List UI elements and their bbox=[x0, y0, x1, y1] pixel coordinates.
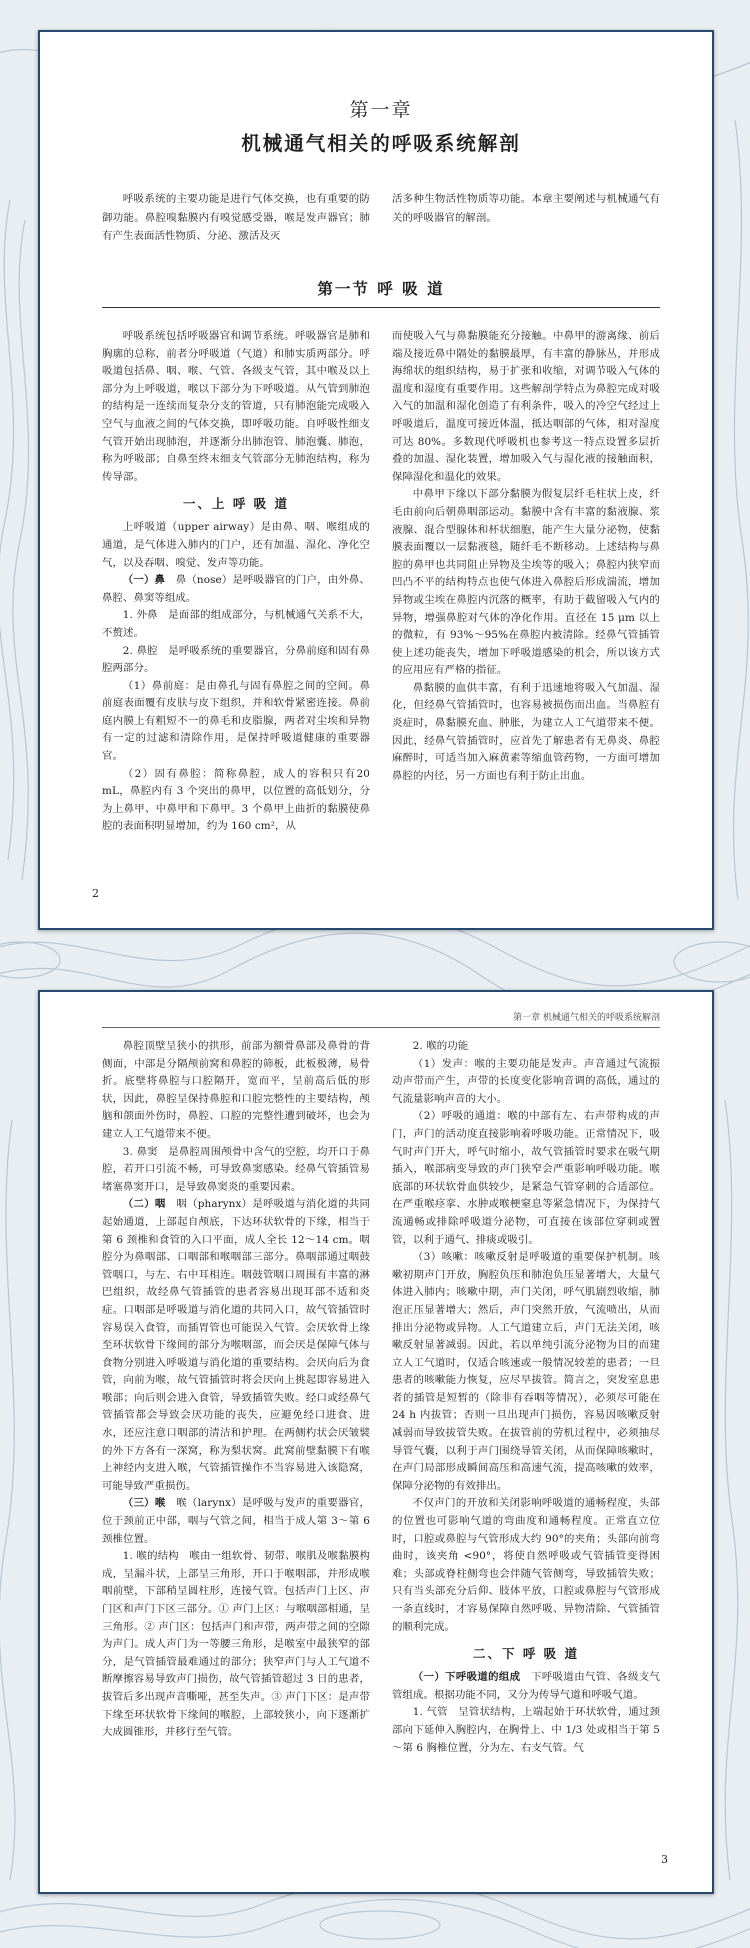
paragraph: 不仅声门的开放和关闭影响呼吸道的通畅程度，头部的位置也可影响气道的弯曲度和通畅程度。正常直立位时，口腔或鼻腔与气管形成大约 90°的夹角；头部向前弯曲时，该夹角 <90°，将使自然呼吸或气管插管变得困难；头部或脊柱侧弯也会伴随气管侧弯，导致插管失败；只有当头部充分后仰、肢体平放，口腔或鼻腔与气管形成一条直线时，才容易保障自然呼吸、异物清除、气管插管的顺利完成。 bbox=[392, 1497, 660, 1633]
page-number: 3 bbox=[661, 1853, 668, 1866]
paragraph: （3）咳嗽：咳嗽反射是呼吸道的重要保护机制。咳嗽初期声门开放，胸腔负压和肺泡负压显著增大，大量气体进入肺内；咳嗽中期，声门关闭，呼气肌剧烈收缩，肺泡正压显著增大；然后，声门突然开放，气流喷出，从而排出分泌物或异物。人工气道建立后，声门无法关闭，咳嗽反射显著减弱。因此，若以单纯引流分泌物为目的而建立人工气道时，仅适合咳速或一般情况较差的患者；一旦患者的咳嗽能力恢复，应尽早拔管。简言之，突发室息患者的插管是短暂的（除非有吞咽等情况），必须尽可能在 24 h 内拔管；否则一旦出现声门损伤，容易因咳嗽反射减弱而导致拔管失败。在拔管前的劳机过程中，必须抽尽导管气囊，以利于声门围绕导管关闭，从而保障咳嗽时，在声门局部形成瞬间高压和高速气流，提高咳嗽的效率，保障分泌物的有效排出。 bbox=[392, 1251, 660, 1492]
chapter-header bbox=[102, 95, 660, 156]
section-title: 第一节 呼 吸 道 bbox=[102, 277, 660, 308]
book-page-left bbox=[38, 30, 714, 930]
paragraph: （1）发声：喉的主要功能是发声。声音通过气流振动声带而产生，声带的长度变化影响音调的高低，通过的气流量影响声音的大小。 bbox=[392, 1057, 660, 1105]
heading-pharynx: （二）咽 bbox=[122, 1198, 166, 1211]
left-column bbox=[102, 1038, 370, 1757]
body-columns bbox=[102, 328, 660, 836]
paragraph: 上呼吸道（upper airway）是由鼻、咽、喉组成的通道，是气体进入肺内的门户，还有加温、湿化、净化空气，以及吞咽、嗅觉、发声等功能。 bbox=[102, 521, 370, 569]
right-column bbox=[392, 1038, 660, 1757]
heading-lower-airway: （一）下呼吸道的组成 bbox=[412, 1671, 521, 1684]
paragraph: （1）鼻前庭：是由鼻孔与固有鼻腔之间的空间。鼻前庭表面覆有皮肤与皮下组织，并和软骨紧密连接。鼻前庭内膜上有粗短不一的鼻毛和皮脂腺，两者对尘埃和异物有一定的过滤和清除作用，是保持呼吸道健康的重要器官。 bbox=[102, 679, 370, 763]
running-header bbox=[102, 1010, 660, 1028]
paragraph bbox=[102, 1495, 370, 1548]
paragraph: 呼吸系统包括呼吸器官和调节系统。呼吸器官是肺和胸廓的总称，前者分呼吸道（气道）和肺实质两部分。呼吸道包括鼻、咽、喉、气管、各级支气管，其中喉及以上部分为上呼吸道，喉以下部分为下呼吸道。从气管到肺泡的结构是一连续而复杂分支的管道，只有肺泡能完成吸入空气与血液之间的气体交换，即呼吸功能。自呼吸性细支气管开始出现肺泡，并逐渐分出肺泡管、肺泡囊、肺泡，称为呼吸部；自鼻至终末细支气管部分无肺泡结构，称为传导部。 bbox=[102, 330, 370, 483]
subsection-title: 一、上 呼 吸 道 bbox=[182, 496, 290, 512]
paragraph bbox=[102, 1196, 370, 1495]
intro-paragraph-right: 活多种生物活性物质等功能。本章主要阐述与机械通气有关的呼吸器官的解剖。 bbox=[392, 193, 660, 224]
paragraph: 2. 鼻腔 是呼吸系统的重要器官，分鼻前庭和固有鼻腔两部分。 bbox=[102, 644, 370, 675]
heading-larynx: （三）喉 bbox=[122, 1497, 166, 1510]
paragraph: 1. 外鼻 是面部的组成部分，与机械通气关系不大，不赘述。 bbox=[102, 609, 370, 639]
running-head-text: 第一章 机械通气相关的呼吸系统解剖 bbox=[102, 1010, 660, 1028]
paragraph-text: 喉（larynx）是呼吸与发声的重要器官，位于颈前正中部，咽与气管之间，相当于成人第 3～第 6 颈椎位置。 bbox=[102, 1497, 370, 1545]
book-page-right bbox=[38, 990, 714, 1894]
paragraph-text: 下呼吸道由气管、各级支气管组成。根据功能不同，又分为传导气道和呼吸气道。 bbox=[392, 1671, 660, 1701]
right-column bbox=[392, 328, 660, 836]
left-column bbox=[102, 328, 370, 836]
paragraph: 1. 喉的结构 喉由一组软骨、韧带、喉肌及喉黏膜构成，呈漏斗状，上部呈三角形，开口于喉咽部，并形成喉咽前壁，下部稍呈圆柱形，连接气管。包括声门上区、声门区和声门下区三部分。① 声门上区：与喉咽部相通，呈三角形。② 声门区：包括声门和声带，两声带之间的空隙为声门。成人声门为一等腰三角形，是喉室中最狭窄的部分，是气管插管最难通过的部分；狭窄声门与人工气道不断摩擦容易导致声门损伤，故气管插管超过 3 日的患者，拔管后多出现声音嘶哑，甚至失声。③ 声门下区：是声带下缘至环状软骨下缘间的喉腔，上部较狭小，向下逐渐扩大成圆锥形，并移行至气管。 bbox=[102, 1550, 370, 1739]
paragraph-text: 咽（pharynx）是呼吸道与消化道的共同起始通道，上部起自颅底，下达环状软骨的下缘，相当于第 6 颈椎和食管的入口平面，成人全长 12～14 cm。咽腔分为鼻咽部、口咽部和喉咽部三部分。鼻咽部通过咽鼓管咽口，与左、右中耳相连。咽鼓管咽口周围有丰富的淋巴组织，故经鼻气管插管的患者容易出现耳部不适和炎症。口咽部是呼吸道与消化道的共同入口，故气管插管时容易误入食管，而插胃管也可能误入气管。会厌软骨上缘至环状软骨下缘间的部分为喉咽部，而会厌是保障气体与食物分别进入呼吸道与消化道的重要结构。会厌向后为食管，向前为喉，故气管插管时将会厌向上挑起即容易进入喉部；向后则会进入食管，导致插管失败。经口或经鼻气管插管都会导致会厌功能的丧失，应避免经口进食、进水，还应注意口咽部的清洁和护理。在两侧杓状会厌皱襞的外下方各有一深窝，称为梨状窝。此窝前壁黏膜下有喉上神经内支进入喉，气管插管操作不当容易进入该隐窝，可能导致严重损伤。 bbox=[102, 1198, 370, 1492]
chapter-intro bbox=[102, 190, 660, 246]
paragraph: 鼻黏膜的血供丰富，有利于迅速地将吸入气加温、湿化，但经鼻气管插管时，也容易被损伤而出血。当鼻腔有炎症时，鼻黏膜充血、肿胀，为建立人工气道带来不便。因此，经鼻气管插管时，应首先了解患者有无鼻炎、鼻腔麻醉时，可适当加入麻黄素等缩血管药物，一方面可增加鼻腔的内径，另一方面也有利于防止出血。 bbox=[392, 681, 660, 782]
section-header bbox=[102, 277, 660, 308]
paragraph: 2. 喉的功能 bbox=[412, 1040, 469, 1052]
paragraph: （2）固有鼻腔：简称鼻腔，成人的容积只有20 mL，鼻腔内有 3 个突出的鼻甲，以位置的高低划分，分为上鼻甲、中鼻甲和下鼻甲。3 个鼻甲上曲折的黏膜使鼻腔的表面积明显增加，约为 160 cm²，从 bbox=[102, 767, 370, 833]
paragraph: （2）呼吸的通道：喉的中部有左、右声带构成的声门，声门的活动度直接影响着呼吸功能。正常情况下，吸气时声门开大，呼气时缩小，故气管插管时要求在吸气期插入，喉部病变导致的声门狭窄会严重影响呼吸功能。喉底部的环状软骨血供较少，是紧急气管穿刺的合适部位。在严重喉痉挛、水肿或喉梗窒息等紧急情况下，为保持气流通畅或排除呼吸道分泌物，可直接在该部位穿刺或置管，以利于通气、排痰或吸引。 bbox=[392, 1110, 660, 1246]
paragraph-text: 鼻（nose）是呼吸器官的门户，由外鼻、鼻腔、鼻窦等组成。 bbox=[102, 574, 370, 604]
heading-nose: （一）鼻 bbox=[122, 574, 166, 587]
chapter-label: 第一章 bbox=[349, 99, 413, 121]
intro-paragraph-left: 呼吸系统的主要功能是进行气体交换，也有重要的防御功能。鼻腔嗅黏膜内有嗅觉感受器，喉是发声器官；肺有产生表面活性物质、分泌、激活及灭 bbox=[102, 193, 370, 242]
paragraph: 中鼻甲下缘以下部分黏膜为假复层纤毛柱状上皮，纤毛由前向后朝鼻咽部运动。黏膜中含有丰富的黏液腺、浆液腺、混合型腺体和杯状细胞，能产生大量分泌物，使黏膜表面覆以一层黏液毯，随纤毛不断移动。上述结构与鼻腔的鼻甲也共同阻止异物及尘埃等的吸入；鼻腔内狭窄而凹凸不平的结构特点也使气体进入鼻腔后形成湍流，增加异物或尘埃在鼻腔内沉落的概率，有助于截留吸入气内的异物，增强鼻腔对气体的净化作用。直径在 15 μm 以上的微粒，有 93%～95%在鼻腔内被清除。经鼻气管插管使上述功能丧失，增加下呼吸道感染的机会，所以该方式的应用应有严格的指征。 bbox=[392, 488, 660, 677]
paragraph: 3. 鼻窦 是鼻腔周围颅骨中含气的空腔，均开口于鼻腔，若开口引流不畅，可导致鼻窦感染。经鼻气管插管易堵塞鼻窦开口，是导致鼻窦炎的重要因素。 bbox=[102, 1145, 370, 1193]
paragraph: 而使吸入气与鼻黏膜能充分接触。中鼻甲的游离缘、前后端及接近鼻中隔处的黏膜最厚，有丰富的静脉丛，并形成海绵状的组织结构，易于扩张和收缩，对调节吸入气体的温度和湿度有重要作用。这些解剖学特点为鼻腔完成对吸入气的加温和湿化创造了有利条件，吸入的冷空气经过上呼吸道后，温度可接近体温，抵达咽部的气体，相对湿度可达 80%。多数现代呼吸机也参考这一特点设置多层折叠的加温、湿化装置，增加吸入气与湿化液的接触面积，保障湿化和温化的效果。 bbox=[392, 330, 660, 483]
paragraph: 鼻腔顶壁呈狭小的拱形，前部为额骨鼻部及鼻骨的背侧面，中部是分隔颅前窝和鼻腔的筛板，此板极薄，易骨折。底壁将鼻腔与口腔隔开，宽而平，呈前高后低的形状，因此，鼻腔呈保持鼻腔和口腔完整性的主要结构，颅脑和颌面外伤时，鼻腔、口腔的完整性遭到破坏，也会为建立人工气道带来不便。 bbox=[102, 1040, 370, 1140]
paragraph: 1. 气管 呈管状结构，上端起始于环状软骨，通过颈部向下延伸入胸腔内，在胸骨上、中 1/3 处或相当于第 5～第 6 胸椎位置，分为左、右支气管。气 bbox=[392, 1706, 660, 1754]
subsection-title: 二、下 呼 吸 道 bbox=[472, 1646, 580, 1662]
chapter-title: 机械通气相关的呼吸系统解剖 bbox=[241, 132, 521, 155]
paragraph bbox=[102, 572, 370, 607]
paragraph bbox=[392, 1669, 660, 1704]
page-number: 2 bbox=[92, 887, 99, 900]
body-columns bbox=[102, 1038, 660, 1757]
